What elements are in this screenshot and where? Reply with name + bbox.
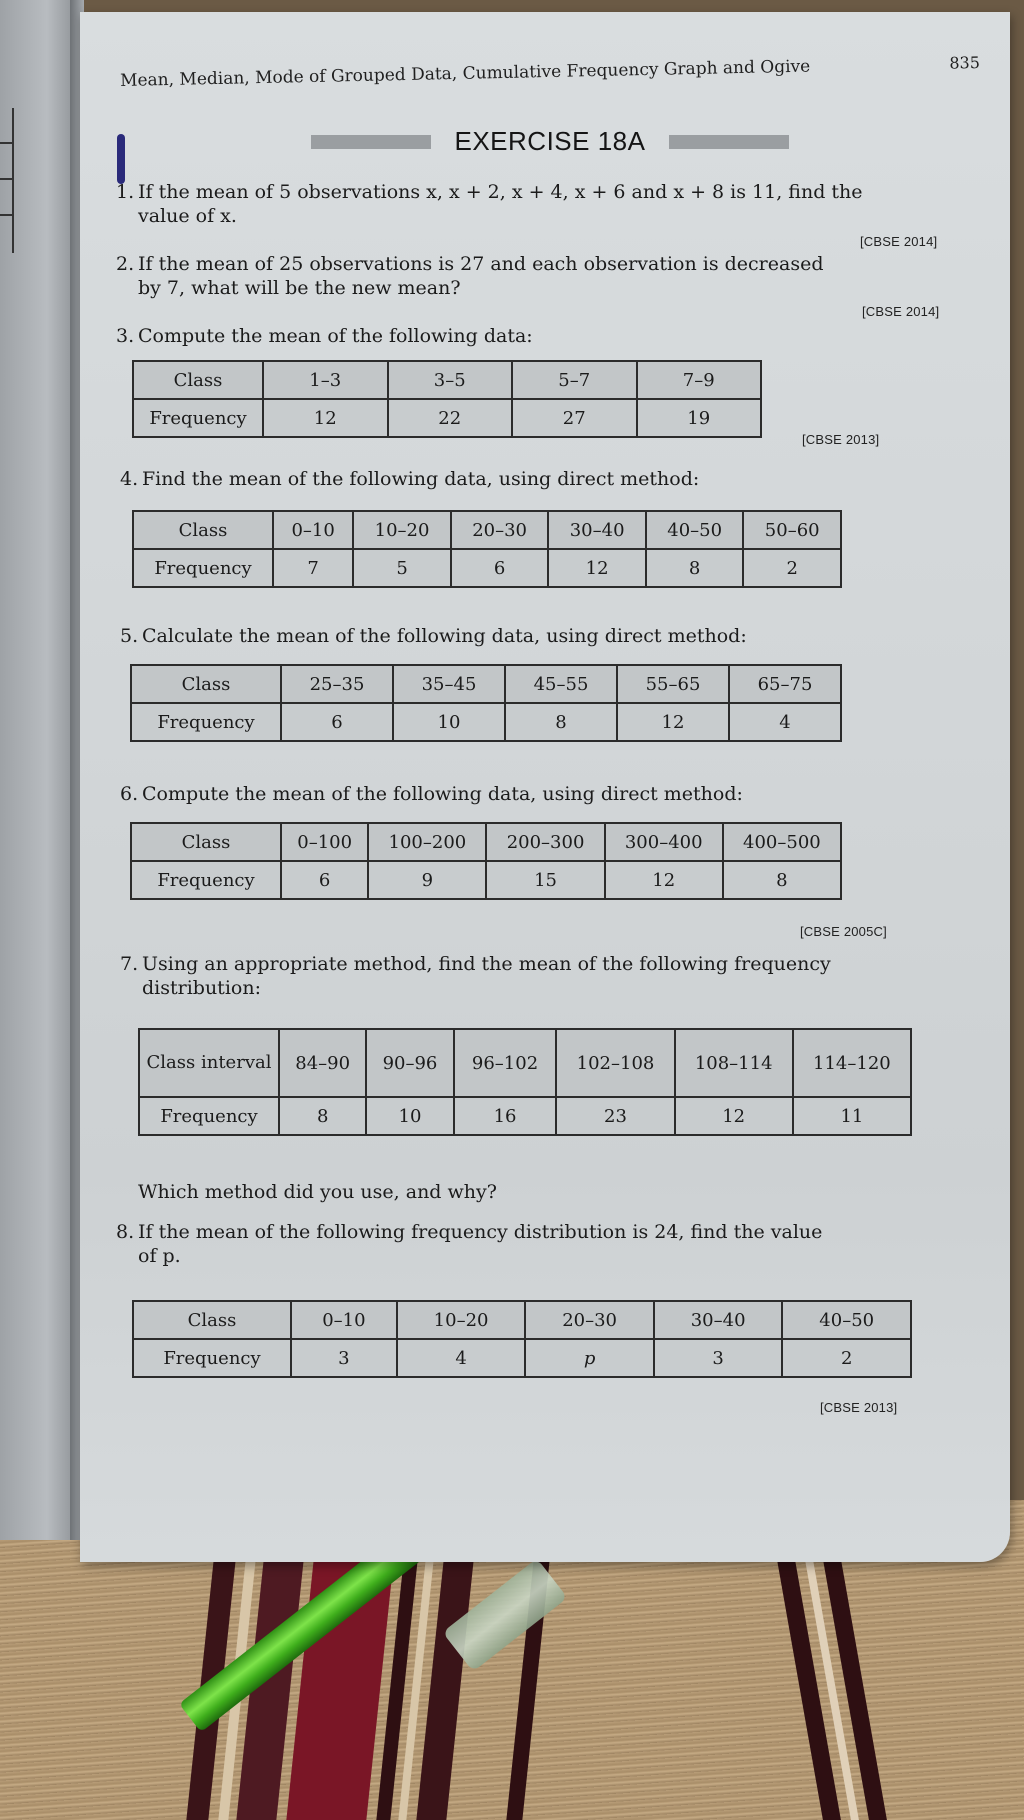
question-3-table <box>132 360 762 438</box>
row-label: Class <box>133 361 263 399</box>
class-cell: 300–400 <box>605 823 723 861</box>
frequency-cell: 12 <box>548 549 646 587</box>
question-1: 1. If the mean of 5 observations x, x + 2, x + 4, x + 6 and x + 8 is 11, find the value of x. <box>116 181 863 227</box>
class-cell: 65–75 <box>729 665 841 703</box>
frequency-cell: 8 <box>723 861 841 899</box>
question-8-table <box>132 1300 912 1378</box>
frequency-cell: 7 <box>273 549 353 587</box>
class-cell: 0–10 <box>273 511 353 549</box>
frequency-cell: 9 <box>368 861 486 899</box>
frequency-cell: 10 <box>393 703 505 741</box>
row-label: Class <box>133 511 273 549</box>
running-head <box>120 53 980 91</box>
question-6-source: [CBSE 2005C] <box>800 924 887 939</box>
frequency-cell: 10 <box>366 1097 453 1135</box>
class-cell: 100–200 <box>368 823 486 861</box>
class-cell: 30–40 <box>654 1301 783 1339</box>
class-cell: 200–300 <box>486 823 604 861</box>
question-8-source: [CBSE 2013] <box>820 1400 898 1415</box>
class-cell: 45–55 <box>505 665 617 703</box>
class-cell: 40–50 <box>646 511 744 549</box>
frequency-cell: 8 <box>505 703 617 741</box>
frequency-cell: 8 <box>279 1097 366 1135</box>
question-8: 8. If the mean of the following frequency distribution is 24, find the value of p. <box>116 1221 823 1267</box>
question-6-table <box>130 822 842 900</box>
class-cell: 25–35 <box>281 665 393 703</box>
class-cell: 96–102 <box>454 1029 557 1097</box>
row-label: Frequency <box>131 861 281 899</box>
frequency-cell: 12 <box>617 703 729 741</box>
class-cell: 10–20 <box>353 511 451 549</box>
frequency-cell: 2 <box>782 1339 911 1377</box>
class-cell: 35–45 <box>393 665 505 703</box>
row-label: Frequency <box>133 549 273 587</box>
question-5: 5. Calculate the mean of the following data, using direct method: <box>120 625 747 647</box>
frequency-cell: 23 <box>556 1097 674 1135</box>
frequency-cell: 16 <box>454 1097 557 1135</box>
frequency-cell: 3 <box>654 1339 783 1377</box>
frequency-cell: 6 <box>281 861 368 899</box>
row-label: Class <box>131 665 281 703</box>
row-label: Frequency <box>131 703 281 741</box>
class-cell: 0–100 <box>281 823 368 861</box>
class-cell: 90–96 <box>366 1029 453 1097</box>
frequency-cell: 27 <box>512 399 637 437</box>
question-2-source: [CBSE 2014] <box>862 304 940 319</box>
class-cell: 114–120 <box>793 1029 911 1097</box>
pen-mark <box>117 134 125 184</box>
question-5-table <box>130 664 842 742</box>
class-cell: 3–5 <box>388 361 513 399</box>
frequency-cell: 11 <box>793 1097 911 1135</box>
question-7: 7. Using an appropriate method, find the mean of the following frequency distribution: <box>120 953 831 999</box>
chapter-title: Mean, Median, Mode of Grouped Data, Cumulative Frequency Graph and Ogive <box>119 56 811 92</box>
question-4-table <box>132 510 842 588</box>
heading-rule-left <box>311 135 431 149</box>
class-cell: 1–3 <box>263 361 388 399</box>
frequency-cell: 2 <box>743 549 841 587</box>
class-cell: 84–90 <box>279 1029 366 1097</box>
frequency-cell: 6 <box>281 703 393 741</box>
frequency-cell: 6 <box>451 549 549 587</box>
class-cell: 50–60 <box>743 511 841 549</box>
frequency-cell: 19 <box>637 399 762 437</box>
row-label: Frequency <box>133 1339 291 1377</box>
question-3: 3. Compute the mean of the following data: <box>116 325 533 347</box>
class-cell: 10–20 <box>397 1301 526 1339</box>
row-label: Frequency <box>133 399 263 437</box>
frequency-cell: 4 <box>397 1339 526 1377</box>
row-label: Class <box>133 1301 291 1339</box>
class-cell: 108–114 <box>675 1029 793 1097</box>
class-cell: 40–50 <box>782 1301 911 1339</box>
class-cell: 20–30 <box>451 511 549 549</box>
class-cell: 7–9 <box>637 361 762 399</box>
class-cell: 5–7 <box>512 361 637 399</box>
question-7-follow-up: Which method did you use, and why? <box>138 1181 497 1203</box>
frequency-cell: p <box>525 1339 654 1377</box>
frequency-cell: 12 <box>263 399 388 437</box>
previous-page-edge <box>0 0 78 1540</box>
row-label: Class interval <box>139 1029 279 1097</box>
frequency-cell: 12 <box>605 861 723 899</box>
question-2: 2. If the mean of 25 observations is 27 and each observation is decreased by 7, what will be the new mean? <box>116 253 824 299</box>
frequency-cell: 8 <box>646 549 744 587</box>
page-number: 835 <box>949 52 981 73</box>
question-4: 4. Find the mean of the following data, using direct method: <box>120 468 700 490</box>
class-cell: 0–10 <box>291 1301 397 1339</box>
exercise-title: EXERCISE 18A <box>454 126 646 156</box>
class-cell: 30–40 <box>548 511 646 549</box>
frequency-cell: 12 <box>675 1097 793 1135</box>
row-label: Frequency <box>139 1097 279 1135</box>
question-1-source: [CBSE 2014] <box>860 234 938 249</box>
question-6: 6. Compute the mean of the following data, using direct method: <box>120 783 743 805</box>
question-3-source: [CBSE 2013] <box>802 432 880 447</box>
exercise-heading <box>270 126 830 157</box>
textbook-page <box>80 12 1010 1562</box>
frequency-cell: 15 <box>486 861 604 899</box>
frequency-cell: 22 <box>388 399 513 437</box>
class-cell: 102–108 <box>556 1029 674 1097</box>
previous-page-table-fragment <box>0 108 14 253</box>
class-cell: 400–500 <box>723 823 841 861</box>
heading-rule-right <box>669 135 789 149</box>
class-cell: 20–30 <box>525 1301 654 1339</box>
frequency-cell: 5 <box>353 549 451 587</box>
frequency-cell: 4 <box>729 703 841 741</box>
question-7-table <box>138 1028 912 1136</box>
frequency-cell: 3 <box>291 1339 397 1377</box>
row-label: Class <box>131 823 281 861</box>
class-cell: 55–65 <box>617 665 729 703</box>
